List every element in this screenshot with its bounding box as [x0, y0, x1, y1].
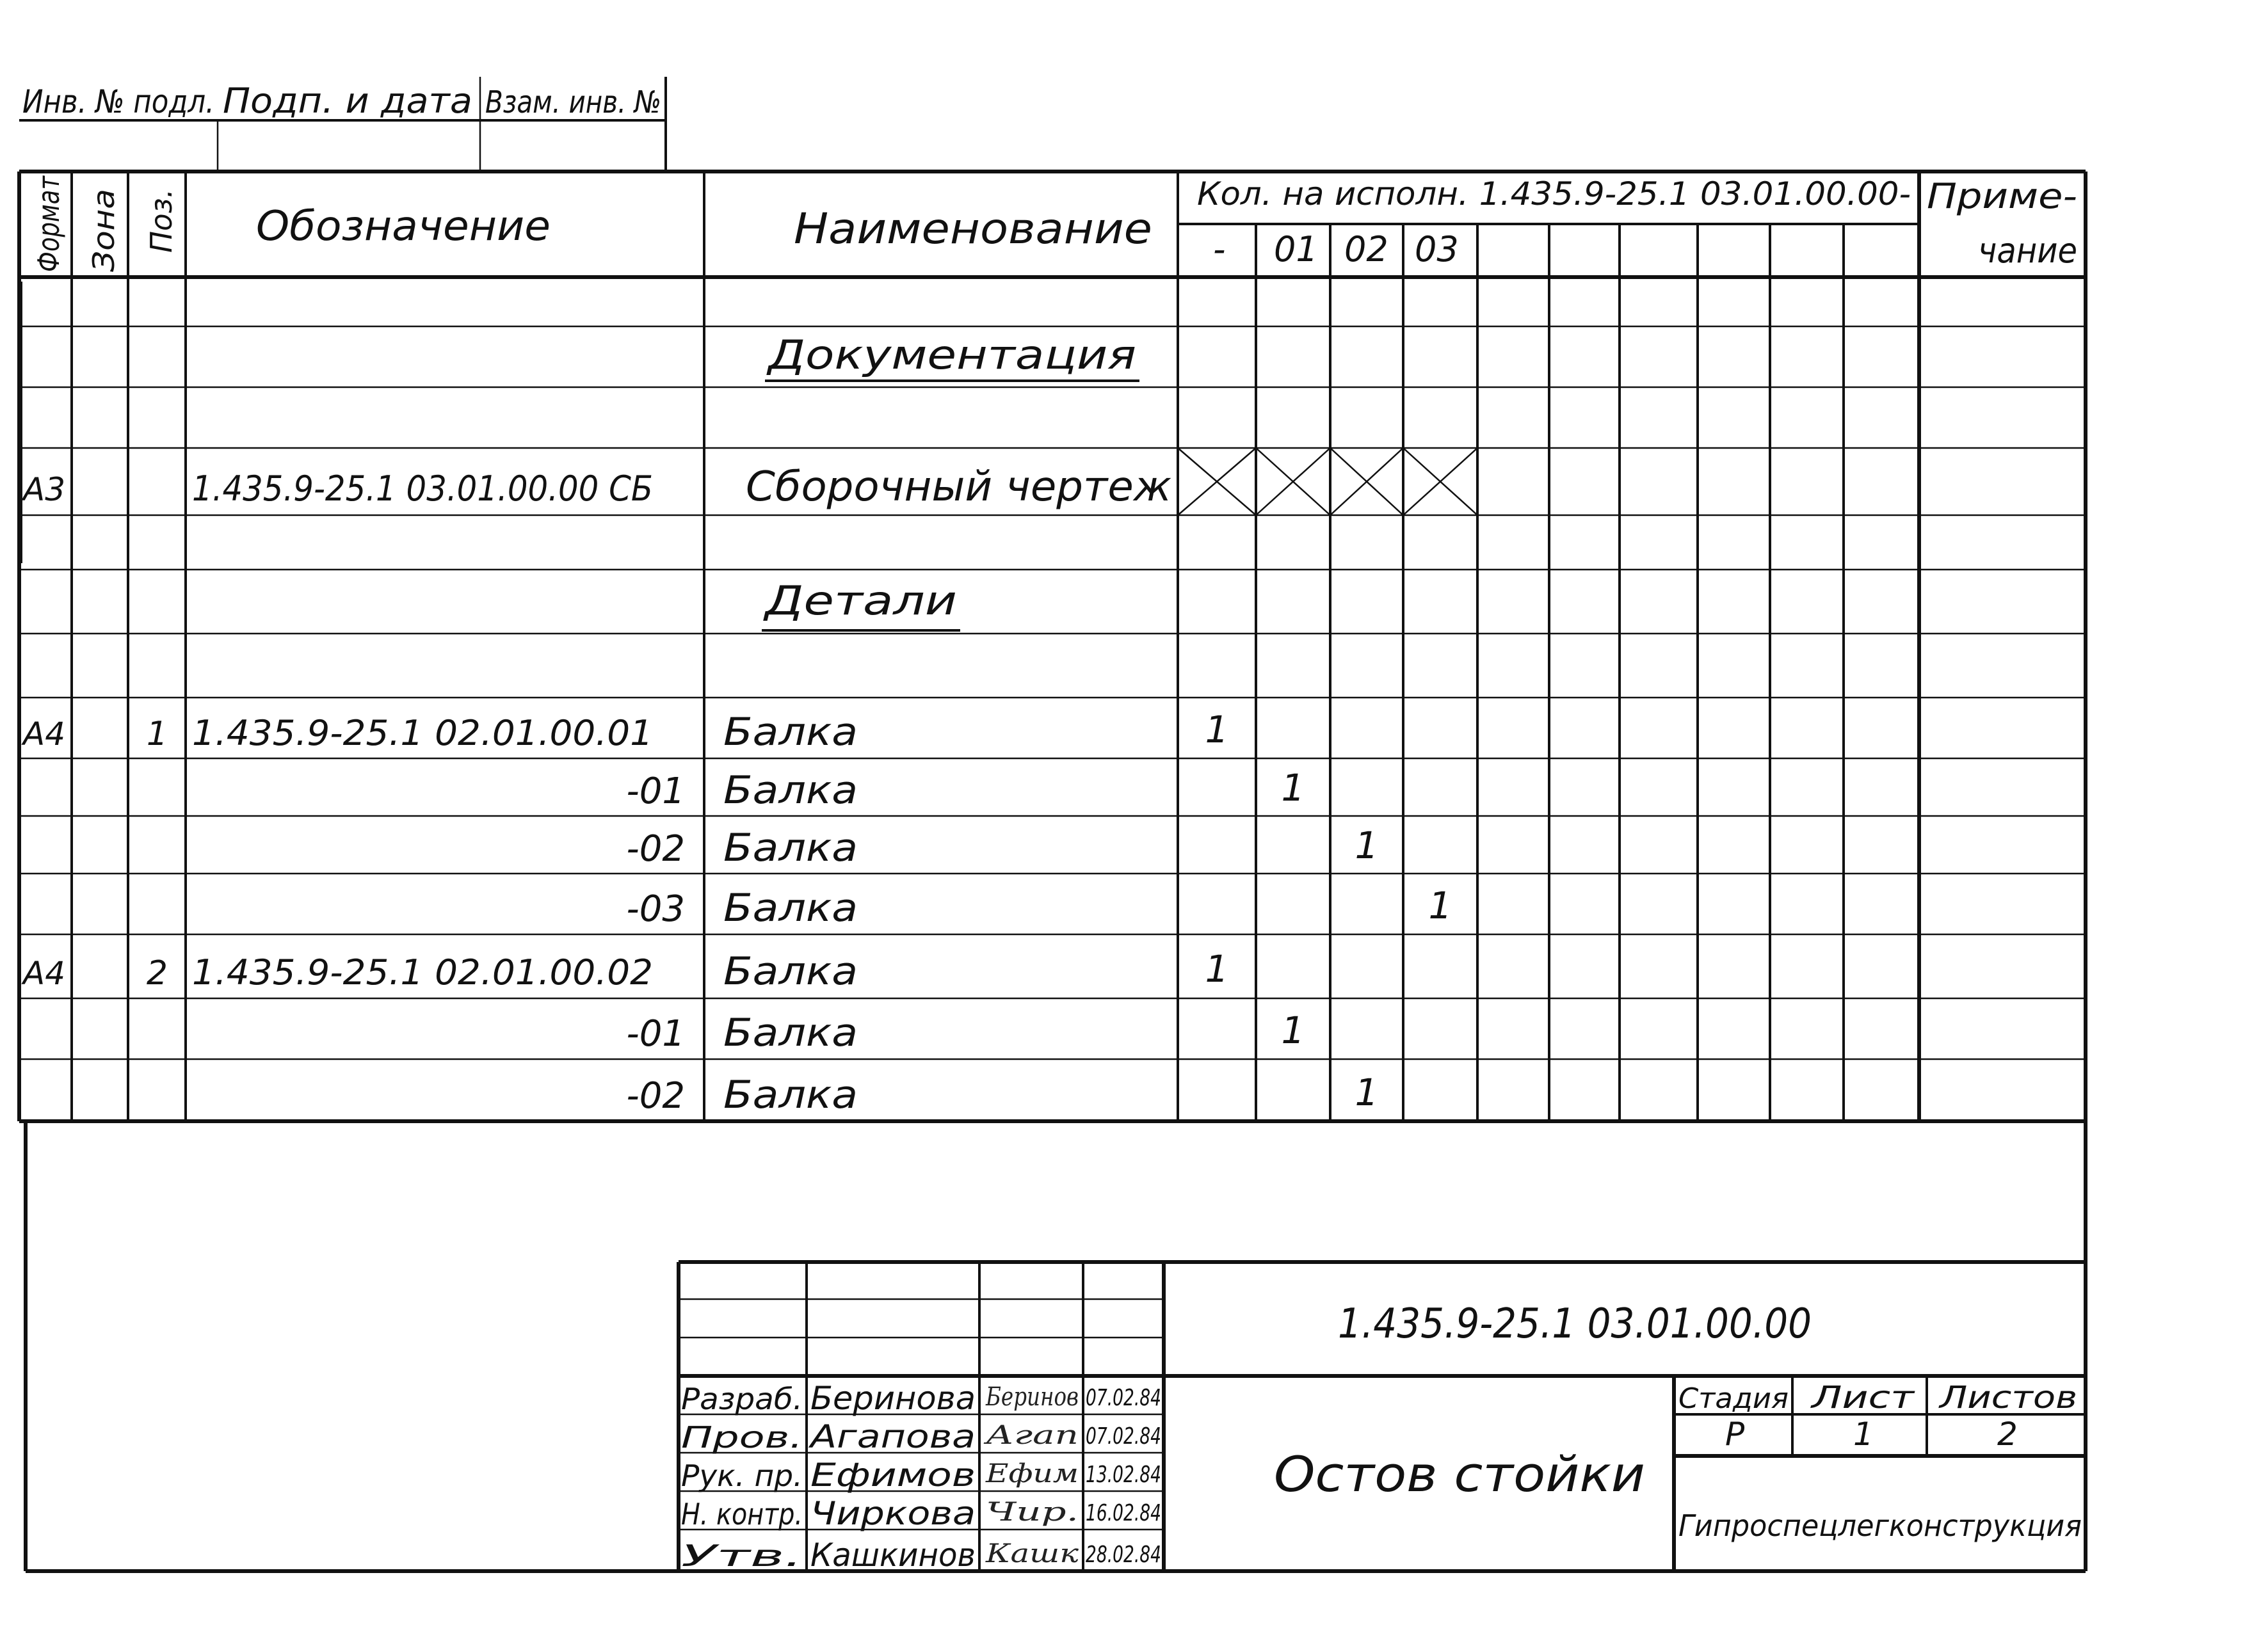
cell-poz: 1 [146, 715, 168, 753]
title-block [679, 1262, 2086, 1574]
spec-rows [21, 332, 1452, 1117]
header-variant: 02 [1344, 229, 1388, 269]
drawing-designation: 1.435.9-25.1 03.01.00.00 [1338, 1300, 1812, 1348]
signature-row [681, 1495, 1161, 1532]
cell-quantity: 1 [1281, 1009, 1305, 1052]
table-row [766, 332, 1136, 378]
cell-name: Балка [723, 710, 858, 755]
sig-date: 07.02.84 [1086, 1423, 1161, 1450]
cell-name: Балка [723, 886, 858, 931]
cell-designation: -03 [626, 888, 685, 930]
stadiya-value: Р [1725, 1416, 1745, 1453]
cell-designation: -02 [626, 828, 685, 870]
sig-role: Пров. [681, 1420, 803, 1455]
header-naimenovanie: Наименование [794, 204, 1152, 253]
header-zona: Зона [86, 198, 121, 272]
cell-name: Балка [723, 1011, 858, 1055]
cell-designation: 1.435.9-25.1 02.01.00.01 [192, 713, 653, 753]
cell-name: Балка [723, 826, 858, 870]
crossed-cells [1178, 448, 1477, 515]
signature-image: Беринов [985, 1382, 1079, 1412]
cell-designation: -02 [626, 1075, 685, 1117]
sig-name: Ефимов [810, 1457, 976, 1494]
header-primechanie-2: чание [1978, 230, 2077, 271]
table-row [627, 884, 1452, 931]
signature-image: Чир. [986, 1498, 1079, 1527]
cell-format: А3 [23, 471, 66, 508]
listov-value: 2 [1997, 1416, 2018, 1453]
stadiya-label: Стадия [1678, 1382, 1789, 1415]
cell-format: А4 [23, 715, 66, 753]
cell-name: Сборочный чертеж [746, 463, 1172, 511]
table-row [627, 1009, 1305, 1055]
section-heading: Документация [766, 332, 1136, 378]
cell-name: Балка [723, 949, 858, 994]
sig-date: 28.02.84 [1086, 1542, 1161, 1568]
stamp-inv-podl: Инв. № подл. [22, 83, 214, 120]
organization: Гипроспецлегконструкция [1678, 1508, 2082, 1543]
cell-poz: 2 [146, 954, 168, 993]
table-row [627, 1071, 1379, 1117]
cell-designation: -01 [626, 1013, 685, 1055]
list-value: 1 [1853, 1416, 1874, 1453]
header-variant: - [1213, 229, 1226, 269]
cell-quantity: 1 [1205, 708, 1229, 751]
section-heading: Детали [762, 577, 957, 624]
table-row [21, 947, 1228, 994]
sig-name: Кашкинов [810, 1537, 976, 1574]
header-format: Формат [31, 152, 66, 272]
signature-row [681, 1418, 1161, 1455]
table-row [762, 577, 957, 624]
listov-label: Листов [1938, 1380, 2077, 1416]
sig-role: Н. контр. [681, 1497, 803, 1531]
cell-designation: -01 [626, 771, 685, 812]
header-variant: 03 [1415, 229, 1459, 269]
header-primechanie-1: Приме- [1927, 176, 2077, 216]
sig-date: 07.02.84 [1086, 1385, 1161, 1411]
table-row [627, 766, 1305, 813]
signature-image: Кашк [985, 1539, 1079, 1569]
cell-quantity: 1 [1428, 884, 1452, 927]
table-row [21, 463, 1171, 511]
signature-row [681, 1380, 1161, 1417]
top-stamp [19, 77, 666, 172]
sig-role: Разраб. [681, 1382, 803, 1416]
stamp-vzam-inv: Взам. инв. № [485, 84, 661, 120]
list-label: Лист [1810, 1380, 1916, 1416]
header-oboznachenie: Обозначение [256, 203, 551, 250]
stamp-podp-data: Подп. и дата [223, 81, 472, 121]
sig-date: 13.02.84 [1086, 1462, 1161, 1488]
cell-designation: 1.435.9-25.1 02.01.00.02 [192, 952, 653, 993]
sig-name: Чиркова [810, 1495, 976, 1532]
sig-date: 16.02.84 [1086, 1500, 1161, 1526]
cell-name: Балка [723, 768, 858, 813]
cell-quantity: 1 [1205, 947, 1229, 991]
signature-row [681, 1537, 1161, 1574]
sig-name: Агапова [808, 1418, 976, 1455]
cell-quantity: 1 [1355, 824, 1379, 867]
signature-image: Агап [983, 1421, 1079, 1450]
table-row [627, 824, 1379, 870]
cell-quantity: 1 [1355, 1071, 1379, 1114]
header-poz: Поз. [144, 188, 179, 253]
cell-designation: 1.435.9-25.1 03.01.00.00 СБ [192, 468, 653, 509]
header-variant: 01 [1274, 229, 1318, 269]
sig-role: Рук. пр. [681, 1458, 803, 1493]
cell-name: Балка [723, 1073, 858, 1117]
header-kol-group: Кол. на исполн. 1.435.9-25.1 03.01.00.00- [1197, 175, 1911, 212]
sig-name: Беринова [810, 1380, 976, 1417]
signature-rows [681, 1380, 1161, 1574]
sig-role: Утв. [681, 1538, 803, 1573]
signature-image: Ефим [985, 1459, 1079, 1489]
table-row [21, 708, 1228, 755]
drawing-title: Остов стойки [1274, 1446, 1645, 1503]
cell-quantity: 1 [1281, 766, 1305, 810]
signature-row [681, 1457, 1161, 1494]
cell-format: А4 [23, 955, 66, 992]
spec-table-grid [19, 152, 2086, 1571]
